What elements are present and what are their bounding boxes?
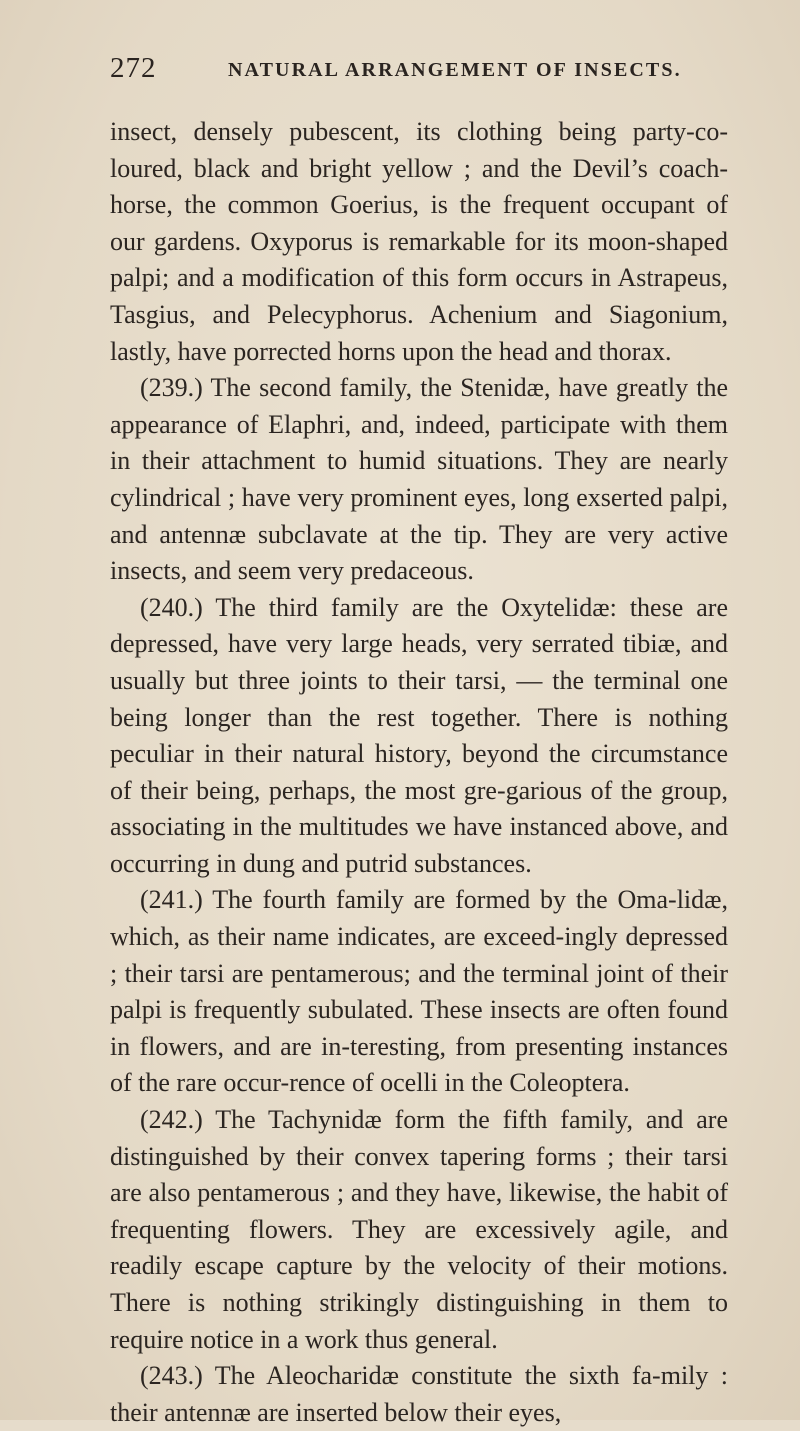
paragraph-241: (241.) The fourth family are formed by the Oma-lidæ, which, as their name indicates, are exceed-ingly depressed ; their tarsi are pentamerous; and the terminal joint of their palpi is frequently subulated. These insects are often found in flowers, and are in-teresting, from presenting instances of the rare occur-rence of ocelli in the Coleoptera. xyxy=(110,885,728,1098)
paragraph-243: (243.) The Aleocharidæ constitute the sixth fa-mily : their antennæ are inserted below their eyes, xyxy=(110,1361,728,1427)
paragraph-continuation: insect, densely pubescent, its clothing being party-co-loured, black and bright yellow ; and the Devil’s coach-horse, the common Goerius, is the frequent occupant of our gardens. Oxyporus is remarkable for its moon-shaped palpi; and a modification of this form occurs in Astrapeus, Tasgius, and Pelecyphorus. Achenium and Siagonium, lastly, have porrected horns upon the head and thorax. xyxy=(110,117,728,366)
running-head: NATURAL ARRANGEMENT OF INSECTS. xyxy=(228,59,682,81)
paragraph-239: (239.) The second family, the Stenidæ, have greatly the appearance of Elaphri, and, indeed, participate with them in their attachment to humid situations. They are nearly cylindrical ; have very prominent eyes, long exserted palpi, and antennæ subclavate at the tip. They are very active insects, and seem very predaceous. xyxy=(110,373,728,586)
paragraph-240: (240.) The third family are the Oxytelidæ: these are depressed, have very large heads, very serrated tibiæ, and usually but three joints to their tarsi, — the terminal one being longer than the rest together. There is nothing peculiar in their natural history, beyond the circumstance of their being, perhaps, the most gre-garious of the group, associating in the multitudes we have instanced above, and occurring in dung and putrid substances. xyxy=(110,592,728,878)
page-number: 272 xyxy=(110,52,157,84)
body-text xyxy=(110,114,728,1431)
page-header xyxy=(110,52,730,92)
paragraph-242: (242.) The Tachynidæ form the fifth family, and are distinguished by their convex tapering forms ; their tarsi are also pentamerous ; and they have, likewise, the habit of frequenting flowers. They are excessively agile, and readily escape capture by the velocity of their motions. There is nothing strikingly distinguishing in them to require notice in a work thus general. xyxy=(110,1105,728,1354)
